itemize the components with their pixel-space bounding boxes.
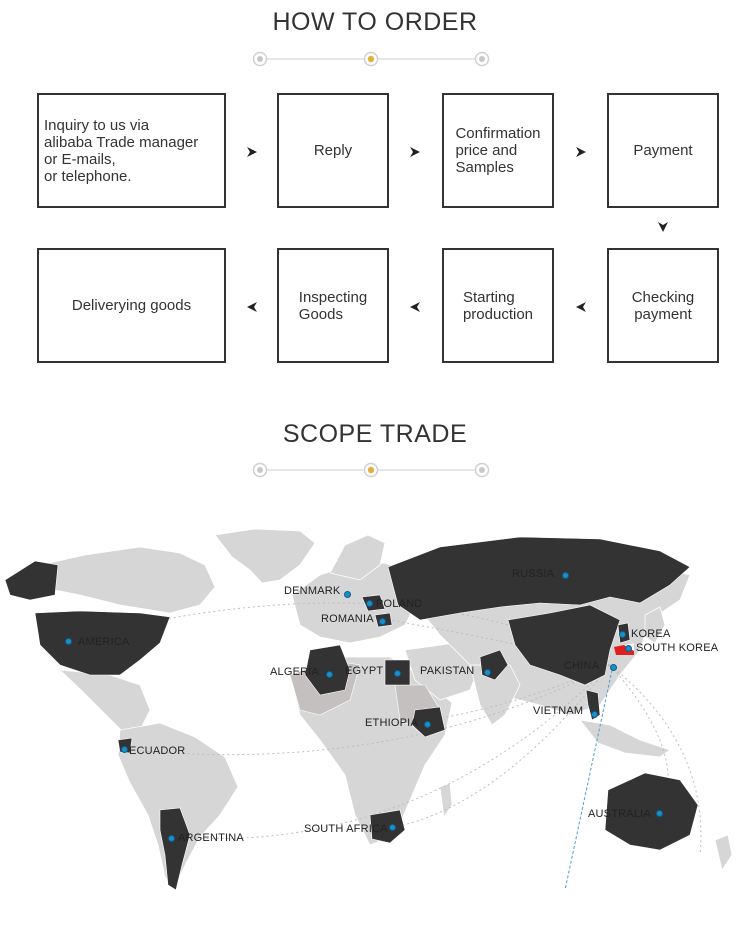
arrow-right-icon [575,146,587,158]
step-delivering-goods [37,248,226,363]
step-starting-production [442,248,554,363]
world-map [0,525,750,895]
map-marker-icon [168,835,175,842]
arrow-left-icon [575,301,587,313]
map-marker-icon [326,671,333,678]
map-marker-icon [656,810,663,817]
country-label-vietnam: VIETNAM [533,705,584,717]
country-label-egypt: EGYPT [345,665,384,677]
country-label-romania: ROMANIA [321,613,374,625]
arrow-down-icon [657,221,669,233]
scope-trade-title: SCOPE TRADE [282,420,468,448]
step-label: Checking payment [631,288,695,323]
map-marker-icon [65,638,72,645]
step-reply [277,93,389,208]
step-label: Deliverying goods [71,297,192,314]
country-label-america: AMERICA [78,636,130,648]
map-marker-icon [366,600,373,607]
country-label-ecuador: ECUADOR [129,745,186,757]
arrow-left-icon [409,301,421,313]
step-label: Starting production [462,288,534,323]
map-marker-icon [610,664,617,671]
arrow-left-icon [246,301,258,313]
country-label-pakistan: PAKISTAN [420,665,475,677]
step-label: Confirmation price and Samples [455,125,541,176]
map-marker-icon [389,824,396,831]
arrow-right-icon [409,146,421,158]
how-to-order-title: HOW TO ORDER [272,8,478,36]
country-label-algeria: ALGERIA [270,666,320,678]
step-payment [607,93,719,208]
country-label-south-africa: SOUTH AFRICA [304,823,388,835]
step-label: Inspecting Goods [298,288,368,323]
step-label: Payment [633,142,693,159]
title-divider [250,49,492,69]
world-map-graphic [0,525,750,895]
country-label-poland: POLAND [376,598,423,610]
country-label-russia: RUSSIA [512,568,555,580]
step-inspecting-goods [277,248,389,363]
map-marker-icon [484,669,491,676]
map-marker-icon [424,721,431,728]
country-label-argentina: ARGENTINA [178,832,244,844]
map-marker-icon [121,746,128,753]
map-marker-icon [379,618,386,625]
step-label: Reply [313,142,353,159]
step-confirmation [442,93,554,208]
step-inquiry [37,93,226,208]
country-label-ethiopia: ETHIOPIA [365,717,418,729]
map-marker-icon [562,572,569,579]
step-checking-payment [607,248,719,363]
country-label-china: CHINA [564,660,600,672]
country-label-south-korea: SOUTH KOREA [636,642,719,654]
map-marker-icon [394,670,401,677]
arrow-right-icon [246,146,258,158]
country-label-australia: AUSTRALIA [588,808,651,820]
title-divider [250,460,492,480]
country-label-denmark: DENMARK [284,585,341,597]
map-marker-icon [591,711,598,718]
map-marker-icon [344,591,351,598]
map-marker-icon [625,645,632,652]
step-label: Inquiry to us via alibaba Trade manager or E-mails, or telephone. [44,116,199,185]
country-label-korea: KOREA [631,628,671,640]
map-marker-icon [619,631,626,638]
